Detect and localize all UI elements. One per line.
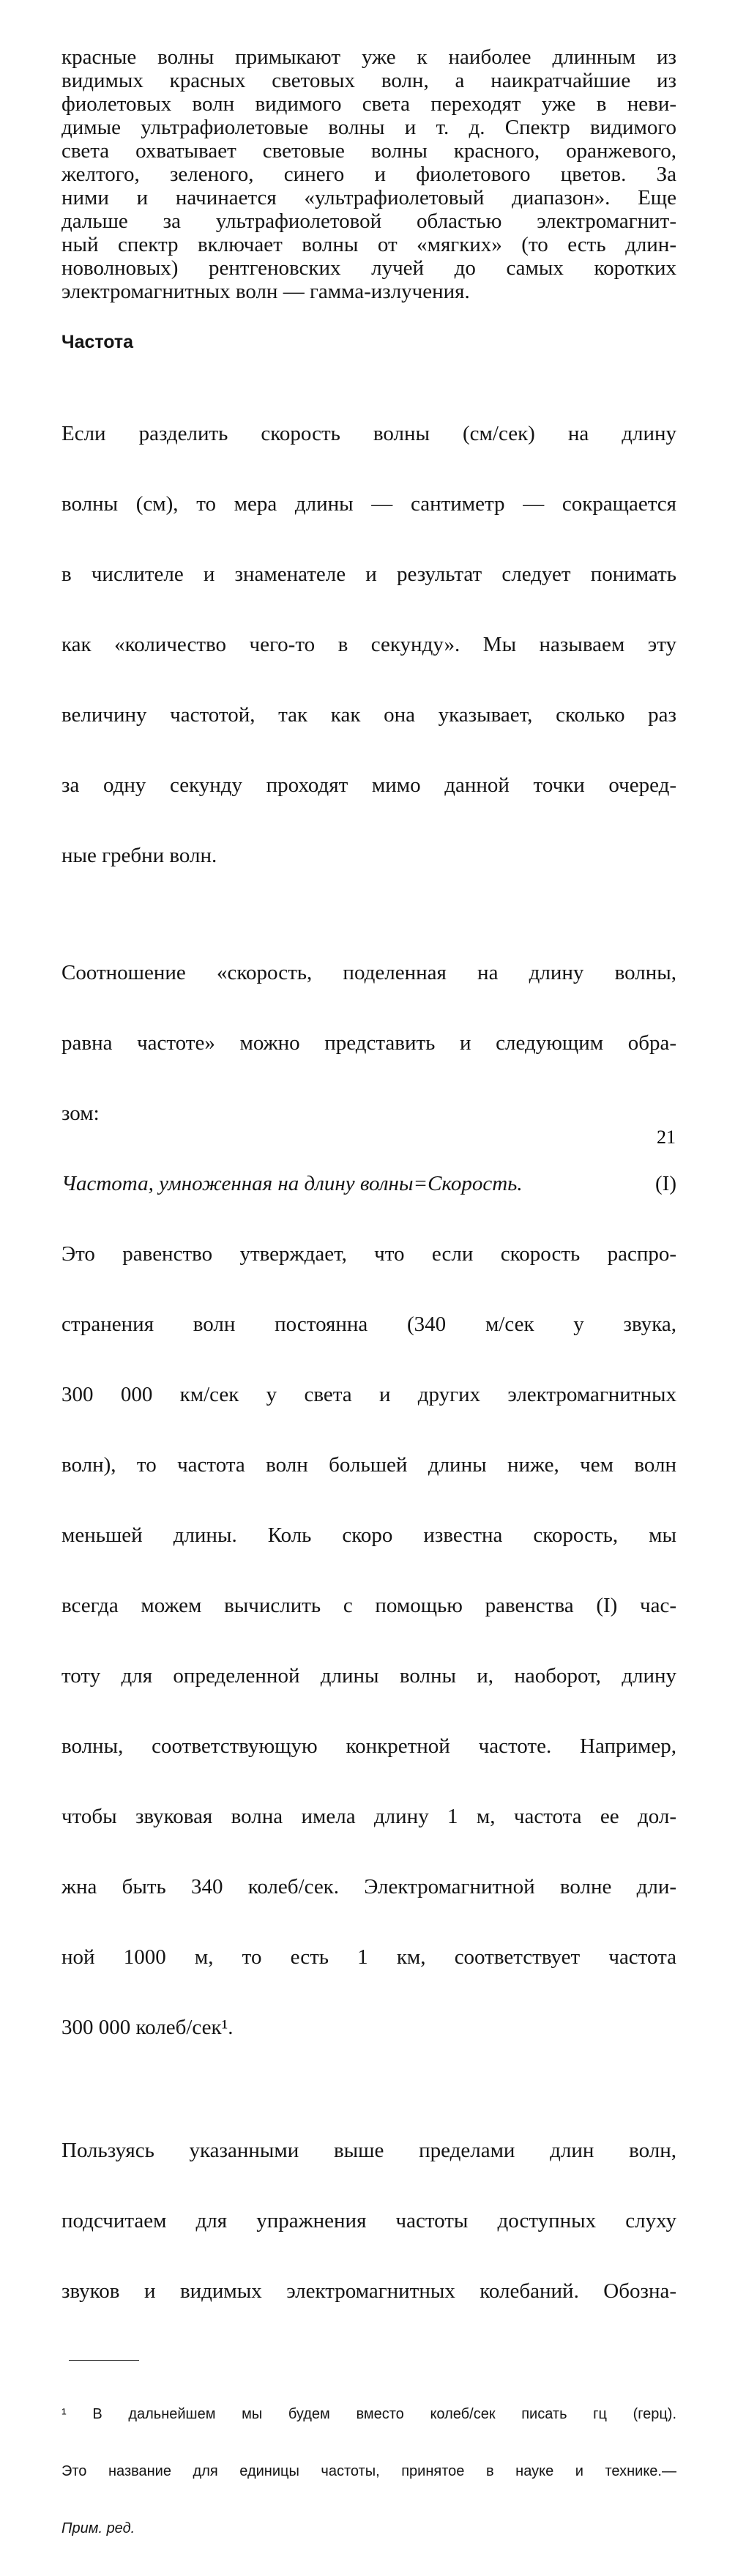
text-line: волн), то частота волн большей длины ниже, чем волн bbox=[61, 1453, 676, 1477]
paragraph-5 bbox=[61, 2092, 676, 2350]
text-line: подсчитаем для упражнения частоты доступных слуху bbox=[61, 2209, 676, 2232]
text-line: как «количество чего-то в секунду». Мы называем эту bbox=[61, 633, 676, 656]
footnote bbox=[61, 2367, 676, 2576]
text-line: странения волн постоянна (340 м/сек у звука, bbox=[61, 1313, 676, 1336]
text-line: всегда можем вычислить с помощью равенства (I) час- bbox=[61, 1594, 676, 1617]
footnote-divider bbox=[69, 2360, 139, 2361]
text-line: 300 000 колеб/сек¹. bbox=[61, 2016, 234, 2039]
text-line: ный спектр включает волны от «мягких» (то есть длин- bbox=[61, 233, 676, 256]
text-line: новолновых) рентгеновских лучей до самых коротких bbox=[61, 256, 676, 280]
text-line: 300 000 км/сек у света и других электромагнитных bbox=[61, 1383, 676, 1406]
text-line: фиолетовых волн видимого света переходят уже в неви- bbox=[61, 92, 676, 116]
page-content bbox=[61, 45, 676, 2576]
text-line: желтого, зеленого, синего и фиолетового цветов. За bbox=[61, 163, 676, 186]
text-line: димые ультрафиолетовые волны и т. д. Спектр видимого bbox=[61, 116, 676, 139]
paragraph-2 bbox=[61, 375, 676, 914]
text-line: ними и начинается «ультрафиолетовый диапазон». Еще bbox=[61, 186, 676, 209]
text-line: красные волны примыкают уже к наиболее длинным из bbox=[61, 45, 676, 69]
formula bbox=[61, 1172, 676, 1195]
text-line: меньшей длины. Коль скоро известна скорость, мы bbox=[61, 1523, 676, 1547]
text-line: равна частоте» можно представить и следующим обра- bbox=[61, 1031, 676, 1055]
footnote-line: Прим. ред. bbox=[61, 2520, 135, 2536]
formula-text: Частота, умноженная на длину волны=Скорость. bbox=[61, 1172, 523, 1195]
text-line: ные гребни волн. bbox=[61, 844, 217, 867]
text-line: величину частотой, так как она указывает, сколько раз bbox=[61, 703, 676, 727]
paragraph-1 bbox=[61, 45, 676, 303]
text-line: чтобы звуковая волна имела длину 1 м, частота ее дол- bbox=[61, 1805, 676, 1828]
paragraph-4 bbox=[61, 1195, 676, 2086]
text-line: волны, соответствующую конкретной частоте. Например, bbox=[61, 1734, 676, 1758]
text-line: Пользуясь указанными выше пределами длин волн, bbox=[61, 2139, 676, 2162]
page-number: 21 bbox=[657, 1126, 676, 1148]
text-line: волны (см), то мера длины — сантиметр — сокращается bbox=[61, 492, 676, 516]
section-heading: Частота bbox=[61, 332, 134, 352]
text-line: ной 1000 м, то есть 1 км, соответствует частота bbox=[61, 1945, 676, 1969]
text-line: видимых красных световых волн, а наикратчайшие из bbox=[61, 69, 676, 92]
text-line: звуков и видимых электромагнитных колебаний. Обозна- bbox=[61, 2279, 676, 2303]
paragraph-3 bbox=[61, 914, 676, 1172]
text-line: Соотношение «скорость, поделенная на длину волны, bbox=[61, 961, 676, 984]
text-line: дальше за ультрафиолетовой областью электромагнит- bbox=[61, 209, 676, 233]
text-line: в числителе и знаменателе и результат следует понимать bbox=[61, 563, 676, 586]
text-line: электромагнитных волн — гамма-излучения. bbox=[61, 280, 470, 303]
text-line: света охватывает световые волны красного, оранжевого, bbox=[61, 139, 676, 163]
text-line: Если разделить скорость волны (см/сек) на длину bbox=[61, 422, 676, 445]
footnote-line: ¹ В дальнейшем мы будем вместо колеб/сек писать гц (герц). bbox=[61, 2406, 676, 2422]
text-line: Это равенство утверждает, что если скорость распро- bbox=[61, 1242, 676, 1266]
text-line: тоту для определенной длины волны и, наоборот, длину bbox=[61, 1664, 676, 1688]
text-line: за одну секунду проходят мимо данной точки очеред- bbox=[61, 773, 676, 797]
footnote-line: Это название для единицы частоты, принятое в науке и технике.— bbox=[61, 2463, 676, 2479]
text-line: жна быть 340 колеб/сек. Электромагнитной волне дли- bbox=[61, 1875, 676, 1898]
text-line: зом: bbox=[61, 1102, 100, 1125]
formula-number: (I) bbox=[655, 1172, 676, 1195]
